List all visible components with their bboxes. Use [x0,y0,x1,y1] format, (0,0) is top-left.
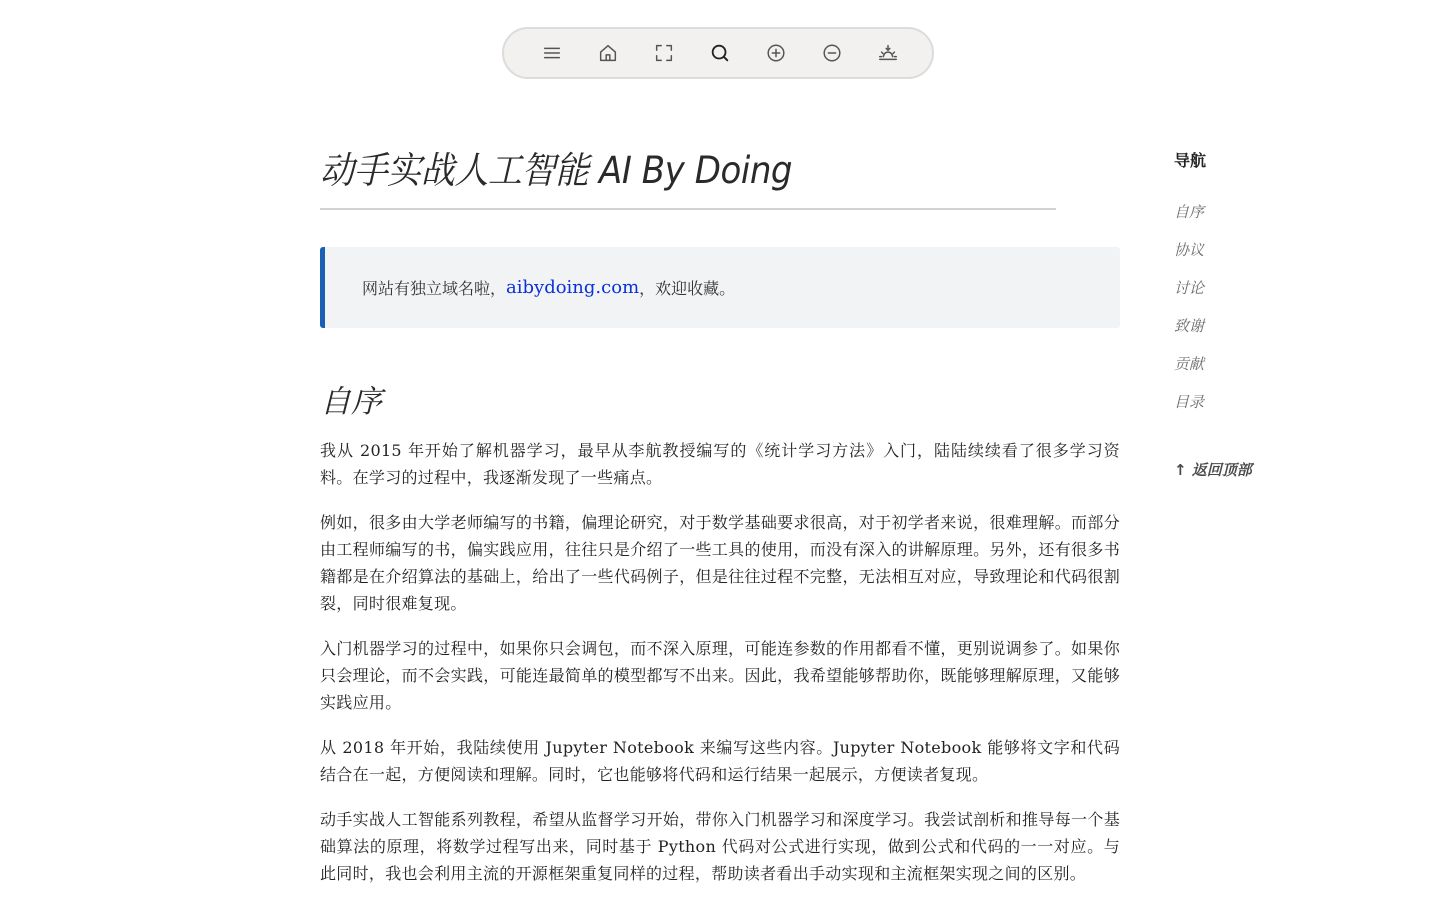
toolbar [502,27,934,79]
theme-icon [877,42,899,64]
fullscreen-button[interactable] [646,35,682,71]
notice-box [320,247,1120,328]
toc-item-contribution[interactable]: 贡献 [1174,355,1205,373]
home-icon [597,42,619,64]
menu-icon [541,42,563,64]
zoom-out-icon [821,42,843,64]
toc-sidebar [1174,144,1314,480]
domain-link[interactable]: aibydoing.com [506,277,640,298]
fullscreen-icon [653,42,675,64]
paragraph: 我从 2015 年开始了解机器学习，最早从李航教授编写的《统计学习方法》入门，陆陆续续看了很多学习资料。在学习的过程中，我逐渐发现了一些痛点。 [320,441,1120,487]
main-content [320,130,1120,905]
back-to-top-link[interactable]: ↑ 返回顶部 [1174,461,1252,479]
zoom-in-icon [765,42,787,64]
toc-item-acknowledgements[interactable]: 致谢 [1174,317,1205,335]
toc-item-license[interactable]: 协议 [1174,241,1205,259]
paragraph: 入门机器学习的过程中，如果你只会调包，而不深入原理，可能连参数的作用都看不懂，更别说调参了。如果你只会理论，而不会实践，可能连最简单的模型都写不出来。因此，我希望能够帮助你，既能够理解原理，又能够实践应用。 [320,639,1120,712]
paragraph: 动手实战人工智能系列教程，希望从监督学习开始，带你入门机器学习和深度学习。我尝试剖析和推导每一个基础算法的原理，将数学过程写出来，同时基于 Python 代码对公式进行实现，做到公式和代码的一一对应。与此同时，我也会利用主流的开源框架重复同样的过程，帮助读者看出手动实现和主流框架实现之间的区别。 [320,810,1120,883]
zoom-out-button[interactable] [814,35,850,71]
home-button[interactable] [590,35,626,71]
menu-button[interactable] [534,35,570,71]
toc-item-contents[interactable]: 目录 [1174,393,1205,411]
theme-toggle-button[interactable] [870,35,906,71]
page-title: 动手实战人工智能 AI By Doing [320,130,1056,210]
search-icon [709,42,731,64]
toc-title: 导航 [1174,151,1207,170]
notice-prefix: 网站有独立域名啦， [362,279,507,298]
notice-suffix: ，欢迎收藏。 [639,279,736,298]
paragraph: 从 2018 年开始，我陆续使用 Jupyter Notebook 来编写这些内容。Jupyter Notebook 能够将文字和代码结合在一起，方便阅读和理解。同时，它也能够将代码和运行结果一起展示，方便读者复现。 [320,738,1120,784]
toc-item-preface[interactable]: 自序 [1174,203,1205,221]
zoom-in-button[interactable] [758,35,794,71]
paragraph: 例如，很多由大学老师编写的书籍，偏理论研究，对于数学基础要求很高，对于初学者来说，很难理解。而部分由工程师编写的书，偏实践应用，往往只是介绍了一些工具的使用，而没有深入的讲解原理。另外，还有很多书籍都是在介绍算法的基础上，给出了一些代码例子，但是往往过程不完整，无法相互对应，导致理论和代码很割裂，同时很难复现。 [320,513,1120,613]
toc-item-discussion[interactable]: 讨论 [1174,279,1205,297]
section-title-preface: 自序 [320,384,382,420]
search-button[interactable] [702,35,738,71]
